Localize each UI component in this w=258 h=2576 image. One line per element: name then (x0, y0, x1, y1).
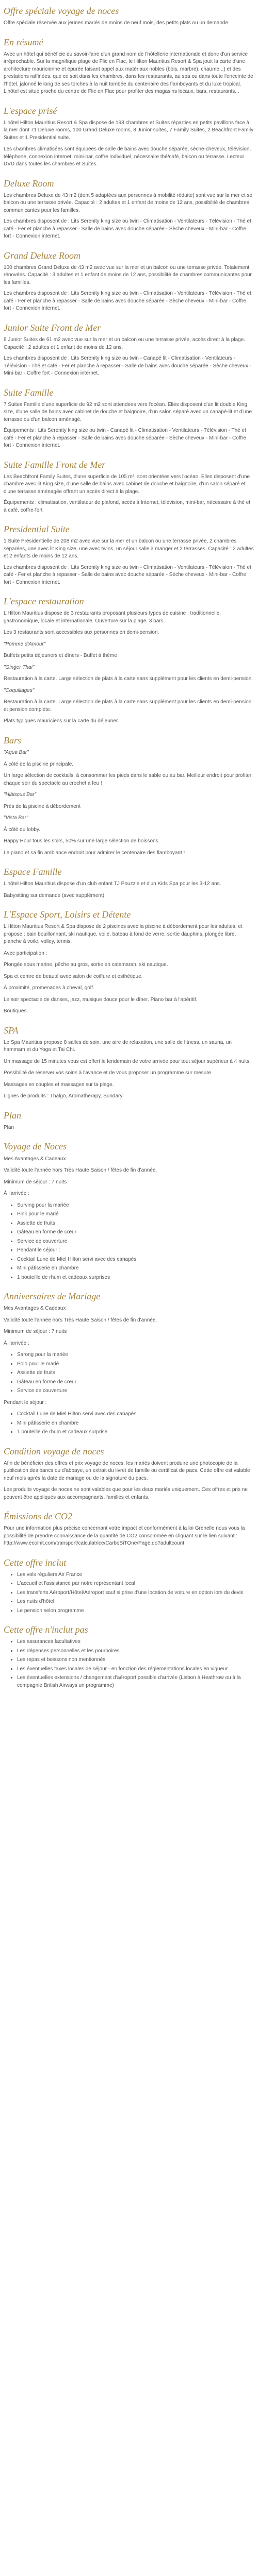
emissions-text: Pour une information plus précise concernant votre impact et conformément à la loi Grenelle nous vous la possibilité de prendre connaissance de la quantité de CO2 consommée en cliquant sur le lien suivant : http://www.ecoinit.com/transport/calculatrice/CarboSiTOne/Page.do?adultcount (4, 1526, 245, 1547)
excludes-list (4, 1638, 254, 1689)
list-item: • Assiette de fruits (17, 1220, 254, 1228)
anniversary-stay-list (4, 1411, 254, 1436)
list-item: • Sarong pour la mariée (17, 1351, 254, 1359)
plan-title: Plan (4, 1110, 21, 1121)
bar-3-name: "Vista Bar" (4, 815, 28, 821)
restaurant-title: L'espace restauration (4, 596, 84, 607)
bar-1-text: À côté de la piscine principale. (4, 761, 74, 767)
list-item: • Mini pâtisserie en chambre (17, 1420, 254, 1428)
list-item: • Les repas et boissons non mentionnés (17, 1656, 254, 1664)
family-front-equipment: Équipements : climatisation, ventilateur de plafond, accès à Internet, télévision, mini-bar, nécessaire à thé et à café, coffre-fort (4, 500, 251, 513)
sport-text-5: À proximité, promenades à cheval, golf. (4, 985, 94, 991)
list-item: • 1 bouteille de rhum et cadeaux surprises (17, 1274, 254, 1282)
bar-3-text-2: Happy Hour tous les soirs, 50% sur une large sélection de boissons. (4, 838, 160, 844)
list-item: • Mini pâtisserie en chambre (17, 1265, 254, 1273)
restaurant-2-text: Restauration à la carte. Large sélection de plats à la carte sans supplément pour les clients en demi-pension. (4, 676, 253, 682)
summary-text: Avec un hôtel qui bénéficie du savoir-faire d'un grand nom de l'hôtellerie internationale et donc d'un service irréprochable. Sur la magnifique plage de Flic en Flac, le Hilton Mauritius Resort & Spa jouit la carte d'une architecture mauricienne et épurée faisant appel aux matériaux nobles (bois, marbre), chaume...) et des prestations raffinées, que ce soit dans les chambres, dans les restaurants, au spa ou dans toute l'enceinte de l'hôtel, jalonné le long de ses torches à la nuit tombée du centenaire des flamboyants et du luxe tropical. L'hôtel est situé proche du centre de Flic en Flac pour profiter des magasins locaux, bars, restaurants... (4, 51, 253, 95)
bar-3-text: À côté du lobby. (4, 826, 40, 833)
list-item: • Gâteau en forme de cœur (17, 1379, 254, 1386)
bar-3-text-3: Le piano et sa fin ambiance endroit pour admirer le centenaire des flamboyant ! (4, 850, 185, 856)
spa-text-5: Lignes de produits : Thalgo, Aromatherapy, Sundary. (4, 1093, 124, 1099)
restaurant-3-text: Restauration à la carte. Large sélection de plats à la carte sans supplément pour les clients en demi-pension et pension complète. (4, 699, 252, 713)
anniversary-title: Anniversaires de Mariage (4, 1291, 101, 1301)
family-suite-text: 7 Suites Famille d'une superficie de 92 m2 sont attendees vers l'océan. Elles disposent d'un lit double King size, d'une salle de bains avec cabinet de douche et baignoire, d'un salon séparé avec un canapé-lit et d'une terrasse ou d'un balcon aménagé. (4, 401, 252, 422)
bar-1-name: "Aqua Bar" (4, 750, 29, 756)
presidential-equipment: Les chambres disposent de : Lits Serenity king size ou twin - Climatisation - Ventilateurs - Télévision - Thé et café - Fer et planche à repasser - Salle de bains avec douche séparée - Sèche cheveux - Mini-bar - Coffre fort - Connexion internet. (4, 564, 251, 585)
grand-deluxe-equipment: Les chambres disposent de : Lits Serenity king size ou twin - Climatisation - Ventilateurs - Télévision - Thé et café - Fer et planche à repasser - Salle de bains avec douche séparée - Sèche cheveux - Mini-bar - Coffre fort - Connexion internet. (4, 291, 251, 312)
restaurant-3-text-2: Plats typiques mauriciens sur la carte du déjeuner. (4, 718, 119, 724)
spa-text-2: Un massage de 15 minutes vous est offert le lendemain de votre arrivée pour tout séjour supérieur à 4 nuits. (4, 1058, 251, 1064)
presidential-text: 1 Suite Présidentielle de 208 m2 avec vue sur la mer et un balcon ou une terrasse privée, 2 chambres séparées, une avec lit King size, une avec twins, un séjour salle à manger et 2 terrasses. Capacité : 2 adultes et 2 enfants de moins de 12 ans. (4, 538, 254, 560)
anniversary-text-3: Minimum de séjour : 7 nuits (4, 1329, 67, 1335)
includes-list (4, 1571, 254, 1615)
honeymoon-text-1: Mes Avantages & Cadeaux (4, 1156, 66, 1162)
anniversary-text-5: Pendant le séjour : (4, 1399, 47, 1405)
list-item: • Les éventuelles extensions / changement d'aéroport possible d'arrivée (Lisbon à Heathrow ou à la compagnie British Airways un programme) (17, 1674, 254, 1689)
restaurant-intro: L'Hilton Mauritius dispose de 3 restaurants proposant plusieurs types de cuisine : traditionnelle, gastronomique, locale et internationale. Ouverture sur la plage. 3 bars. (4, 611, 221, 624)
plan-text: Plan (4, 1124, 14, 1130)
list-item: • Pink pour le marié (17, 1211, 254, 1218)
anniversary-arrival-list (4, 1351, 254, 1395)
sport-text-1: L'Hilton Mauritius Resort & Spa dispose de 2 piscines avec la piscine à débordement pour les adultes, et propose : bain bouillonnant, ski nautique, voile, bateau à fond de verre, sortie dauphins, plongée libre, planche à voile, volley, tennis. (4, 924, 243, 945)
grand-deluxe-text: 100 chambres Grand Deluxe de 43 m2 avec vue sur la mer et un balcon ou une terrasse privée. Totalement rénovées. Capacité : 3 adultes et 1 enfant de moins de 12 ans, possibilité de chambres communicantes pour les familles. (4, 264, 252, 285)
list-item: • Surving pour la mariée (17, 1202, 254, 1210)
list-item: • Les dépenses personnelles et les pourboires (17, 1648, 254, 1655)
restaurant-3-name: "Coquillages" (4, 687, 35, 693)
junior-suite-text: 8 Junior Suites de 61 m2 avec vue sur la mer et un balcon ou une terrasse privée, accès direct à la plage. Capacité : 2 adultes et 1 enfant de moins de 12 ans. (4, 337, 246, 350)
deluxe-title: Deluxe Room (4, 178, 54, 189)
restaurant-2-name: "Ginger Thai" (4, 664, 35, 670)
restaurant-access: Les 3 restaurants sont accessibles aux personnes en demi-pension. (4, 630, 159, 636)
excludes-title: Cette offre n'inclut pas (4, 1624, 88, 1635)
conditions-text-2: Les produits voyage de noces ne sont valables que pour les deux mariés uniquement. Ces offres et prix ne peuvent être appliqués aux accompagnants, familles et enfants. (4, 1487, 248, 1500)
list-item: • Cocktail Lune de Miel Hilton servi avec des canapés (17, 1411, 254, 1418)
offer-title: Offre spéciale voyage de noces (4, 6, 119, 16)
list-item: • Les transferts Aéroport/Hôtel/Aéroport sauf si prise d'une location de voiture en option lors du devis (17, 1589, 254, 1597)
family-suite-equipment: Équipements : Lits Serenity king size ou twin - Canapé lit - Climatisation - Ventilateurs - Télévision - Thé et café - Fer et planche à repasser - Salle de bains avec douche séparée - Sèche cheveux - Mini-bar - Coffre fort - Connexion internet. (4, 428, 247, 449)
list-item: • L'accueil et l'assistance par notre représentant local (17, 1580, 254, 1588)
restaurant-1-text: Buffets petits déjeuners et dîners - Buffet à thème (4, 653, 117, 659)
list-item: • Les éventuelles taxes locales de séjour - en fonction des réglementations locales en vigueur (17, 1666, 254, 1673)
list-item: • Service de couverture (17, 1387, 254, 1395)
sport-text-6: Le soir spectacle de danses, jazz, musique douce pour le dîner. Piano bar à l'apéritif. (4, 996, 198, 1003)
list-item: • Service de couverture (17, 1238, 254, 1246)
anniversary-text-4: À l'arrivée : (4, 1340, 29, 1346)
sport-text-4: Spa et centre de beauté avec salon de coiffure et esthétique. (4, 973, 143, 979)
anniversary-text-1: Mes Avantages & Cadeaux (4, 1306, 66, 1312)
propose-text: L'hôtel Hilton Mauritius Resort & Spa dispose de 193 chambres et Suites réparties en petits pavillons face à la mer dont 71 Deluxe rooms, 100 Grand Deluxe rooms, 8 Junior suites, 7 Family Suites, 2 Beachfront Family Suites et 1 Presidential suite. (4, 120, 254, 141)
list-item: • Pendant le séjour : (17, 1247, 254, 1255)
family-suite-title: Suite Famille (4, 387, 54, 398)
family-space-title: Espace Famille (4, 867, 62, 877)
sport-text-2: Avec participation : (4, 950, 47, 956)
list-item: • Gâteau en forme de cœur (17, 1229, 254, 1236)
list-item: • Les nuits d'hôtel (17, 1598, 254, 1606)
bar-1-text-2: Un large sélection de cocktails, à consommer les pieds dans le sable ou au bar. Meilleur endroit pour profiter chaque soir du spectacle au crochet a feu ! (4, 773, 252, 786)
family-space-text: L'hôtel Hilton Mauritius dispose d'un club enfant TJ Pouzzle et d'un Kids Spa pour les 3-12 ans. (4, 881, 221, 887)
family-front-text: Les Beachfront Family Suites, d'une superficie de 105 m², sont orientées vers l'océan. Elles disposent d'une chambre avec lit King size, d'une salle de bains avec cabinet de douche et baignoire, d'un salon séparé et d'une terrasse aménagée offrant un accès direct à la plage. (4, 473, 250, 495)
list-item: • Polo pour le marié (17, 1361, 254, 1368)
summary-title: En résumé (4, 37, 43, 47)
honeymoon-gift-list (4, 1202, 254, 1282)
list-item: • Les vols réguliers Air France (17, 1571, 254, 1579)
anniversary-text-2: Validité toute l'année hors Très Haute Saison / fêtes de fin d'année. (4, 1317, 157, 1323)
sport-text-3: Plongée sous marine, pêche au gros, sortie en catamaran, ski nautique. (4, 962, 168, 968)
spa-text-1: Le Spa Mauritius propose 8 salles de soin, une aire de relaxation, une salle de fitness, un sauna, un hammam et du Yoga et Tai Chi. (4, 1039, 232, 1053)
list-item: • Assiette de fruits (17, 1369, 254, 1377)
honeymoon-text-2: Validité toute l'année hors Très Haute Saison / fêtes de fin d'année. (4, 1167, 157, 1173)
list-item: • Le pension selon programme (17, 1607, 254, 1615)
offer-text: Offre spéciale réservée aux jeunes mariés de moins de neuf mois, des petits plats ou un demande. (4, 20, 230, 26)
bar-2-text: Près de la piscine à débordement (4, 803, 80, 809)
honeymoon-text-4: À l'arrivée : (4, 1191, 29, 1196)
list-item: • 1 bouteille de rhum et cadeaux surprise (17, 1429, 254, 1436)
bar-2-name: "Hibiscus Bar" (4, 792, 37, 798)
propose-title: L'espace prisé (4, 105, 57, 116)
spa-text-4: Massages en couples et massages sur la plage. (4, 1081, 114, 1088)
deluxe-text: Les chambres Deluxe de 43 m2 (dont 5 adaptées aux personnes à mobilité réduite) sont vue sur la mer et se balcon ou une terrasse privée. Capacité : 2 adultes et 1 enfant de moins de 12 ans, possibilité de chambres communicantes pour les familles. (4, 192, 252, 213)
spa-title: SPA (4, 1025, 19, 1036)
emissions-title: Émissions de CO2 (4, 1511, 73, 1522)
deluxe-equipment: Les chambres disposent de : Lits Serenity king size ou twin - Climatisation - Ventilateurs - Télévision - Thé et café - Fer et planche à repasser - Salle de bains avec douche séparée - Sèche cheveux - Mini-bar - Coffre fort - Connexion internet. (4, 218, 251, 240)
list-item: • Les assurances facultatives (17, 1638, 254, 1646)
presidential-title: Presidential Suite (4, 524, 70, 535)
includes-title: Cette offre inclut (4, 1557, 67, 1568)
spa-text-3: Possibilité de réserver vos soins à l'avance et de vous proposer un programme sur mesure. (4, 1070, 213, 1076)
propose-text-2: Les chambres climatisées sont équipées de salle de bains avec douche séparée, sèche-cheveux, télévision, téléphone, connexion internet, mini-bar, coffre individuel, nécessaire thé/café, balcon ou terrasse. Lecteur DVD dans toutes les chambres et Suites. (4, 146, 251, 167)
sport-title: L'Espace Sport, Loisirs et Détente (4, 909, 131, 920)
family-front-title: Suite Famille Front de Mer (4, 459, 106, 470)
honeymoon-title: Voyage de Noces (4, 1141, 67, 1152)
junior-suite-title: Junior Suite Front de Mer (4, 322, 101, 333)
conditions-title: Condition voyage de noces (4, 1446, 104, 1456)
grand-deluxe-title: Grand Deluxe Room (4, 250, 80, 261)
bars-title: Bars (4, 735, 22, 745)
honeymoon-text-3: Minimum de séjour : 7 nuits (4, 1179, 67, 1185)
sport-text-7: Boutiques. (4, 1008, 28, 1014)
family-space-text-2: Babysitting sur demande (avec supplément). (4, 892, 106, 899)
conditions-text-1: Afin de bénéficier des offres et prix voyage de noces, les mariés doivent produire une photocopie de la publication des bancs ou d'abbaye, un extrait du livret de famille ou certificat de pacs. Cette offre est valable neuf mois après la date de mariage ou de la signature du pacs. (4, 1460, 250, 1481)
list-item: • Cocktail Lune de Miel Hilton servi avec des canapés (17, 1256, 254, 1264)
junior-suite-equipment: Les chambres disposent de : Lits Serenity king size ou twin - Canapé lit - Climatisation - Ventilateurs - Télévision - Thé et café - Fer et planche à repasser - Salle de bains avec douche séparée - Sèche cheveux - Mini-bar - Coffre fort - Connexion internet. (4, 355, 252, 377)
restaurant-1-name: "Pomme d'Amour" (4, 641, 46, 647)
